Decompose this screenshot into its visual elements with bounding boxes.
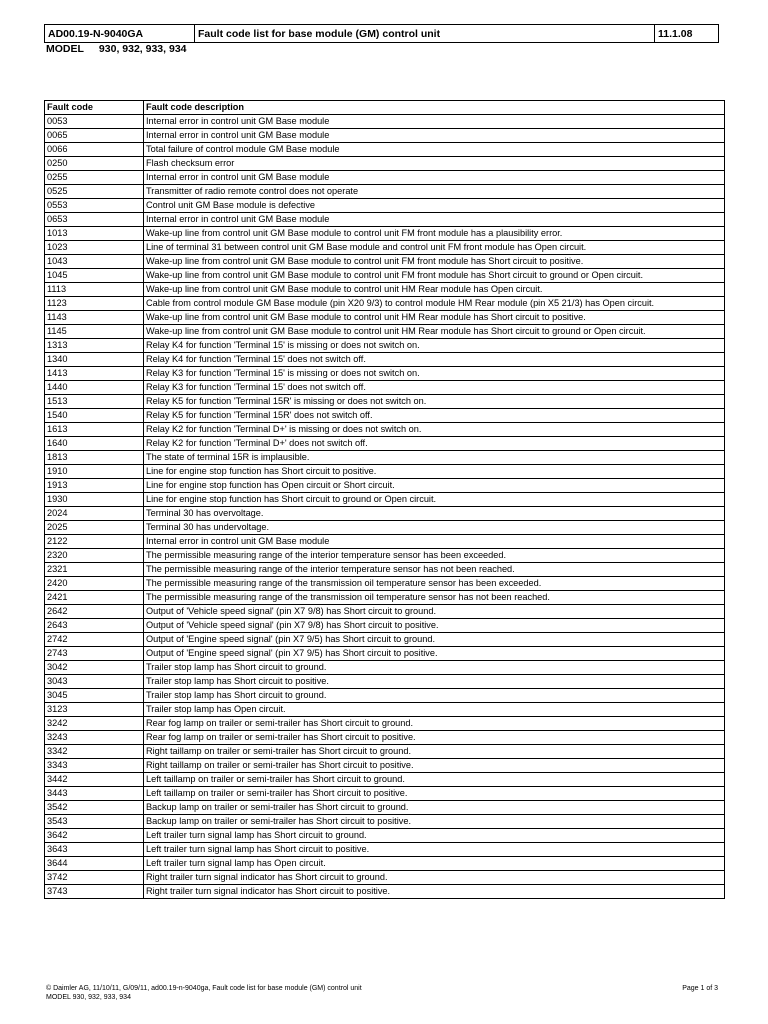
fault-description-cell: Relay K3 for function 'Terminal 15' is missing or does not switch on. <box>144 367 725 381</box>
fault-code-cell: 0065 <box>45 129 144 143</box>
table-row <box>45 801 725 815</box>
fault-code-cell: 3045 <box>45 689 144 703</box>
table-row <box>45 115 725 129</box>
fault-code-cell: 2321 <box>45 563 144 577</box>
table-row <box>45 535 725 549</box>
fault-code-cell: 2122 <box>45 535 144 549</box>
fault-code-cell: 2742 <box>45 633 144 647</box>
fault-code-cell: 3042 <box>45 661 144 675</box>
table-row <box>45 143 725 157</box>
column-header-fault-code: Fault code <box>45 101 144 115</box>
fault-code-cell: 1145 <box>45 325 144 339</box>
fault-code-cell: 1440 <box>45 381 144 395</box>
table-row <box>45 227 725 241</box>
fault-description-cell: Trailer stop lamp has Short circuit to ground. <box>144 689 725 703</box>
fault-description-cell: Output of 'Vehicle speed signal' (pin X7 9/8) has Short circuit to ground. <box>144 605 725 619</box>
fault-code-cell: 1113 <box>45 283 144 297</box>
fault-code-cell: 3542 <box>45 801 144 815</box>
fault-code-cell: 2643 <box>45 619 144 633</box>
fault-description-cell: Rear fog lamp on trailer or semi-trailer has Short circuit to ground. <box>144 717 725 731</box>
fault-description-cell: Wake-up line from control unit GM Base module to control unit FM front module has a plausibility error. <box>144 227 725 241</box>
fault-code-cell: 3643 <box>45 843 144 857</box>
fault-description-cell: The permissible measuring range of the interior temperature sensor has been exceeded. <box>144 549 725 563</box>
table-header-row <box>45 101 725 115</box>
fault-description-cell: Control unit GM Base module is defective <box>144 199 725 213</box>
page-footer <box>46 985 718 1002</box>
fault-description-cell: Relay K4 for function 'Terminal 15' does not switch off. <box>144 353 725 367</box>
fault-code-cell: 3043 <box>45 675 144 689</box>
table-row <box>45 129 725 143</box>
fault-description-cell: Relay K4 for function 'Terminal 15' is missing or does not switch on. <box>144 339 725 353</box>
fault-description-cell: The permissible measuring range of the transmission oil temperature sensor has not been reached. <box>144 591 725 605</box>
table-row <box>45 157 725 171</box>
fault-code-cell: 2024 <box>45 507 144 521</box>
table-row <box>45 465 725 479</box>
fault-description-cell: The permissible measuring range of the interior temperature sensor has not been reached. <box>144 563 725 577</box>
table-row <box>45 731 725 745</box>
table-row <box>45 633 725 647</box>
fault-description-cell: Left taillamp on trailer or semi-trailer has Short circuit to positive. <box>144 787 725 801</box>
fault-code-cell: 0053 <box>45 115 144 129</box>
fault-code-cell: 3543 <box>45 815 144 829</box>
fault-description-cell: Rear fog lamp on trailer or semi-trailer has Short circuit to positive. <box>144 731 725 745</box>
fault-code-cell: 1540 <box>45 409 144 423</box>
document-date: 11.1.08 <box>658 27 693 40</box>
fault-description-cell: Backup lamp on trailer or semi-trailer has Short circuit to ground. <box>144 801 725 815</box>
table-row <box>45 689 725 703</box>
table-row <box>45 815 725 829</box>
fault-description-cell: Line for engine stop function has Short circuit to ground or Open circuit. <box>144 493 725 507</box>
fault-description-cell: Wake-up line from control unit GM Base module to control unit HM Rear module has Short circuit to positive. <box>144 311 725 325</box>
table-row <box>45 423 725 437</box>
fault-code-cell: 3243 <box>45 731 144 745</box>
table-row <box>45 563 725 577</box>
table-row <box>45 367 725 381</box>
fault-description-cell: Wake-up line from control unit GM Base module to control unit HM Rear module has Open circuit. <box>144 283 725 297</box>
table-row <box>45 661 725 675</box>
fault-code-cell: 2743 <box>45 647 144 661</box>
fault-description-cell: Wake-up line from control unit GM Base module to control unit FM front module has Short circuit to ground or Open circuit. <box>144 269 725 283</box>
fault-description-cell: Internal error in control unit GM Base module <box>144 129 725 143</box>
fault-description-cell: Terminal 30 has overvoltage. <box>144 507 725 521</box>
fault-code-cell: 1013 <box>45 227 144 241</box>
fault-description-cell: Left trailer turn signal lamp has Short circuit to positive. <box>144 843 725 857</box>
fault-description-cell: Relay K3 for function 'Terminal 15' does not switch off. <box>144 381 725 395</box>
fault-code-cell: 1910 <box>45 465 144 479</box>
fault-description-cell: Right trailer turn signal indicator has Short circuit to positive. <box>144 885 725 899</box>
table-row <box>45 507 725 521</box>
fault-code-cell: 1023 <box>45 241 144 255</box>
fault-description-cell: Output of 'Engine speed signal' (pin X7 9/5) has Short circuit to positive. <box>144 647 725 661</box>
fault-code-rows <box>45 115 725 899</box>
fault-description-cell: Output of 'Engine speed signal' (pin X7 9/5) has Short circuit to ground. <box>144 633 725 647</box>
fault-description-cell: Internal error in control unit GM Base module <box>144 213 725 227</box>
fault-code-cell: 0066 <box>45 143 144 157</box>
table-row <box>45 605 725 619</box>
table-row <box>45 871 725 885</box>
table-row <box>45 409 725 423</box>
table-row <box>45 185 725 199</box>
table-row <box>45 787 725 801</box>
model-line <box>46 43 187 55</box>
fault-description-cell: Cable from control module GM Base module (pin X20 9/3) to control module HM Rear module (pin X5 21/3) has Open circuit. <box>144 297 725 311</box>
table-row <box>45 703 725 717</box>
table-row <box>45 675 725 689</box>
table-row <box>45 591 725 605</box>
fault-description-cell: Line of terminal 31 between control unit GM Base module and control unit FM front module has Open circuit. <box>144 241 725 255</box>
fault-code-cell: 3343 <box>45 759 144 773</box>
model-value: 930, 932, 933, 934 <box>98 43 187 55</box>
table-row <box>45 171 725 185</box>
table-row <box>45 213 725 227</box>
fault-description-cell: Terminal 30 has undervoltage. <box>144 521 725 535</box>
fault-code-cell: 3443 <box>45 787 144 801</box>
table-row <box>45 857 725 871</box>
fault-code-cell: 2420 <box>45 577 144 591</box>
fault-description-cell: Left trailer turn signal lamp has Open circuit. <box>144 857 725 871</box>
table-row <box>45 353 725 367</box>
table-row <box>45 549 725 563</box>
fault-description-cell: Trailer stop lamp has Open circuit. <box>144 703 725 717</box>
table-row <box>45 619 725 633</box>
table-row <box>45 241 725 255</box>
fault-code-cell: 1513 <box>45 395 144 409</box>
fault-description-cell: Trailer stop lamp has Short circuit to positive. <box>144 675 725 689</box>
fault-code-cell: 2025 <box>45 521 144 535</box>
table-row <box>45 381 725 395</box>
fault-code-cell: 1913 <box>45 479 144 493</box>
fault-code-cell: 1123 <box>45 297 144 311</box>
fault-code-cell: 1930 <box>45 493 144 507</box>
fault-description-cell: Right taillamp on trailer or semi-trailer has Short circuit to positive. <box>144 759 725 773</box>
fault-code-cell: 0525 <box>45 185 144 199</box>
fault-code-cell: 0553 <box>45 199 144 213</box>
table-row <box>45 717 725 731</box>
footer-page-number: Page 1 of 3 <box>682 985 718 992</box>
fault-description-cell: Flash checksum error <box>144 157 725 171</box>
fault-code-cell: 2642 <box>45 605 144 619</box>
table-row <box>45 451 725 465</box>
table-row <box>45 647 725 661</box>
fault-description-cell: Transmitter of radio remote control does not operate <box>144 185 725 199</box>
fault-description-cell: Line for engine stop function has Short circuit to positive. <box>144 465 725 479</box>
table-row <box>45 437 725 451</box>
document-title: Fault code list for base module (GM) control unit <box>195 25 655 42</box>
fault-code-cell: 1813 <box>45 451 144 465</box>
table-row <box>45 843 725 857</box>
table-row <box>45 773 725 787</box>
fault-code-cell: 2421 <box>45 591 144 605</box>
table-row <box>45 269 725 283</box>
fault-code-cell: 3342 <box>45 745 144 759</box>
table-row <box>45 311 725 325</box>
footer-model: MODEL 930, 932, 933, 934 <box>46 993 131 1001</box>
fault-code-cell: 1143 <box>45 311 144 325</box>
table-row <box>45 759 725 773</box>
fault-description-cell: Total failure of control module GM Base module <box>144 143 725 157</box>
fault-description-cell: Right taillamp on trailer or semi-trailer has Short circuit to ground. <box>144 745 725 759</box>
fault-description-cell: Wake-up line from control unit GM Base module to control unit FM front module has Short circuit to positive. <box>144 255 725 269</box>
table-row <box>45 199 725 213</box>
table-row <box>45 577 725 591</box>
fault-code-cell: 1640 <box>45 437 144 451</box>
table-row <box>45 479 725 493</box>
fault-code-cell: 1613 <box>45 423 144 437</box>
fault-description-cell: The permissible measuring range of the transmission oil temperature sensor has been exceeded. <box>144 577 725 591</box>
fault-code-cell: 0653 <box>45 213 144 227</box>
fault-description-cell: Relay K2 for function 'Terminal D+' is missing or does not switch on. <box>144 423 725 437</box>
fault-description-cell: The state of terminal 15R is implausible. <box>144 451 725 465</box>
fault-code-cell: 3644 <box>45 857 144 871</box>
fault-description-cell: Left taillamp on trailer or semi-trailer has Short circuit to ground. <box>144 773 725 787</box>
fault-description-cell: Relay K2 for function 'Terminal D+' does not switch off. <box>144 437 725 451</box>
fault-description-cell: Relay K5 for function 'Terminal 15R' does not switch off. <box>144 409 725 423</box>
fault-code-cell: 3123 <box>45 703 144 717</box>
fault-code-cell: 2320 <box>45 549 144 563</box>
fault-code-cell: 0250 <box>45 157 144 171</box>
table-row <box>45 745 725 759</box>
table-row <box>45 885 725 899</box>
fault-code-cell: 3743 <box>45 885 144 899</box>
fault-description-cell: Trailer stop lamp has Short circuit to ground. <box>144 661 725 675</box>
model-label: MODEL <box>46 43 84 55</box>
fault-description-cell: Right trailer turn signal indicator has Short circuit to ground. <box>144 871 725 885</box>
fault-code-cell: 3242 <box>45 717 144 731</box>
document-id: AD00.19-N-9040GA <box>45 25 195 42</box>
table-row <box>45 829 725 843</box>
fault-code-cell: 1413 <box>45 367 144 381</box>
fault-description-cell: Line for engine stop function has Open circuit or Short circuit. <box>144 479 725 493</box>
table-row <box>45 521 725 535</box>
fault-code-cell: 3442 <box>45 773 144 787</box>
fault-code-cell: 1313 <box>45 339 144 353</box>
table-row <box>45 339 725 353</box>
table-row <box>45 325 725 339</box>
fault-code-cell: 1043 <box>45 255 144 269</box>
table-row <box>45 493 725 507</box>
table-row <box>45 297 725 311</box>
fault-description-cell: Output of 'Vehicle speed signal' (pin X7 9/8) has Short circuit to positive. <box>144 619 725 633</box>
table-row <box>45 395 725 409</box>
footer-copyright: © Daimler AG, 11/10/11, G/09/11, ad00.19-n-9040ga, Fault code list for base module (GM) control unit <box>46 985 362 992</box>
fault-description-cell: Internal error in control unit GM Base module <box>144 535 725 549</box>
table-row <box>45 283 725 297</box>
fault-description-cell: Internal error in control unit GM Base module <box>144 171 725 185</box>
fault-description-cell: Relay K5 for function 'Terminal 15R' is missing or does not switch on. <box>144 395 725 409</box>
fault-code-cell: 3742 <box>45 871 144 885</box>
document-header <box>44 24 719 43</box>
fault-code-table <box>44 100 725 899</box>
fault-code-cell: 3642 <box>45 829 144 843</box>
fault-code-cell: 1340 <box>45 353 144 367</box>
column-header-description: Fault code description <box>144 101 725 115</box>
fault-code-cell: 1045 <box>45 269 144 283</box>
fault-description-cell: Left trailer turn signal lamp has Short circuit to ground. <box>144 829 725 843</box>
fault-description-cell: Wake-up line from control unit GM Base module to control unit HM Rear module has Short circuit to ground or Open circuit. <box>144 325 725 339</box>
table-row <box>45 255 725 269</box>
fault-description-cell: Backup lamp on trailer or semi-trailer has Short circuit to positive. <box>144 815 725 829</box>
fault-description-cell: Internal error in control unit GM Base module <box>144 115 725 129</box>
fault-code-cell: 0255 <box>45 171 144 185</box>
